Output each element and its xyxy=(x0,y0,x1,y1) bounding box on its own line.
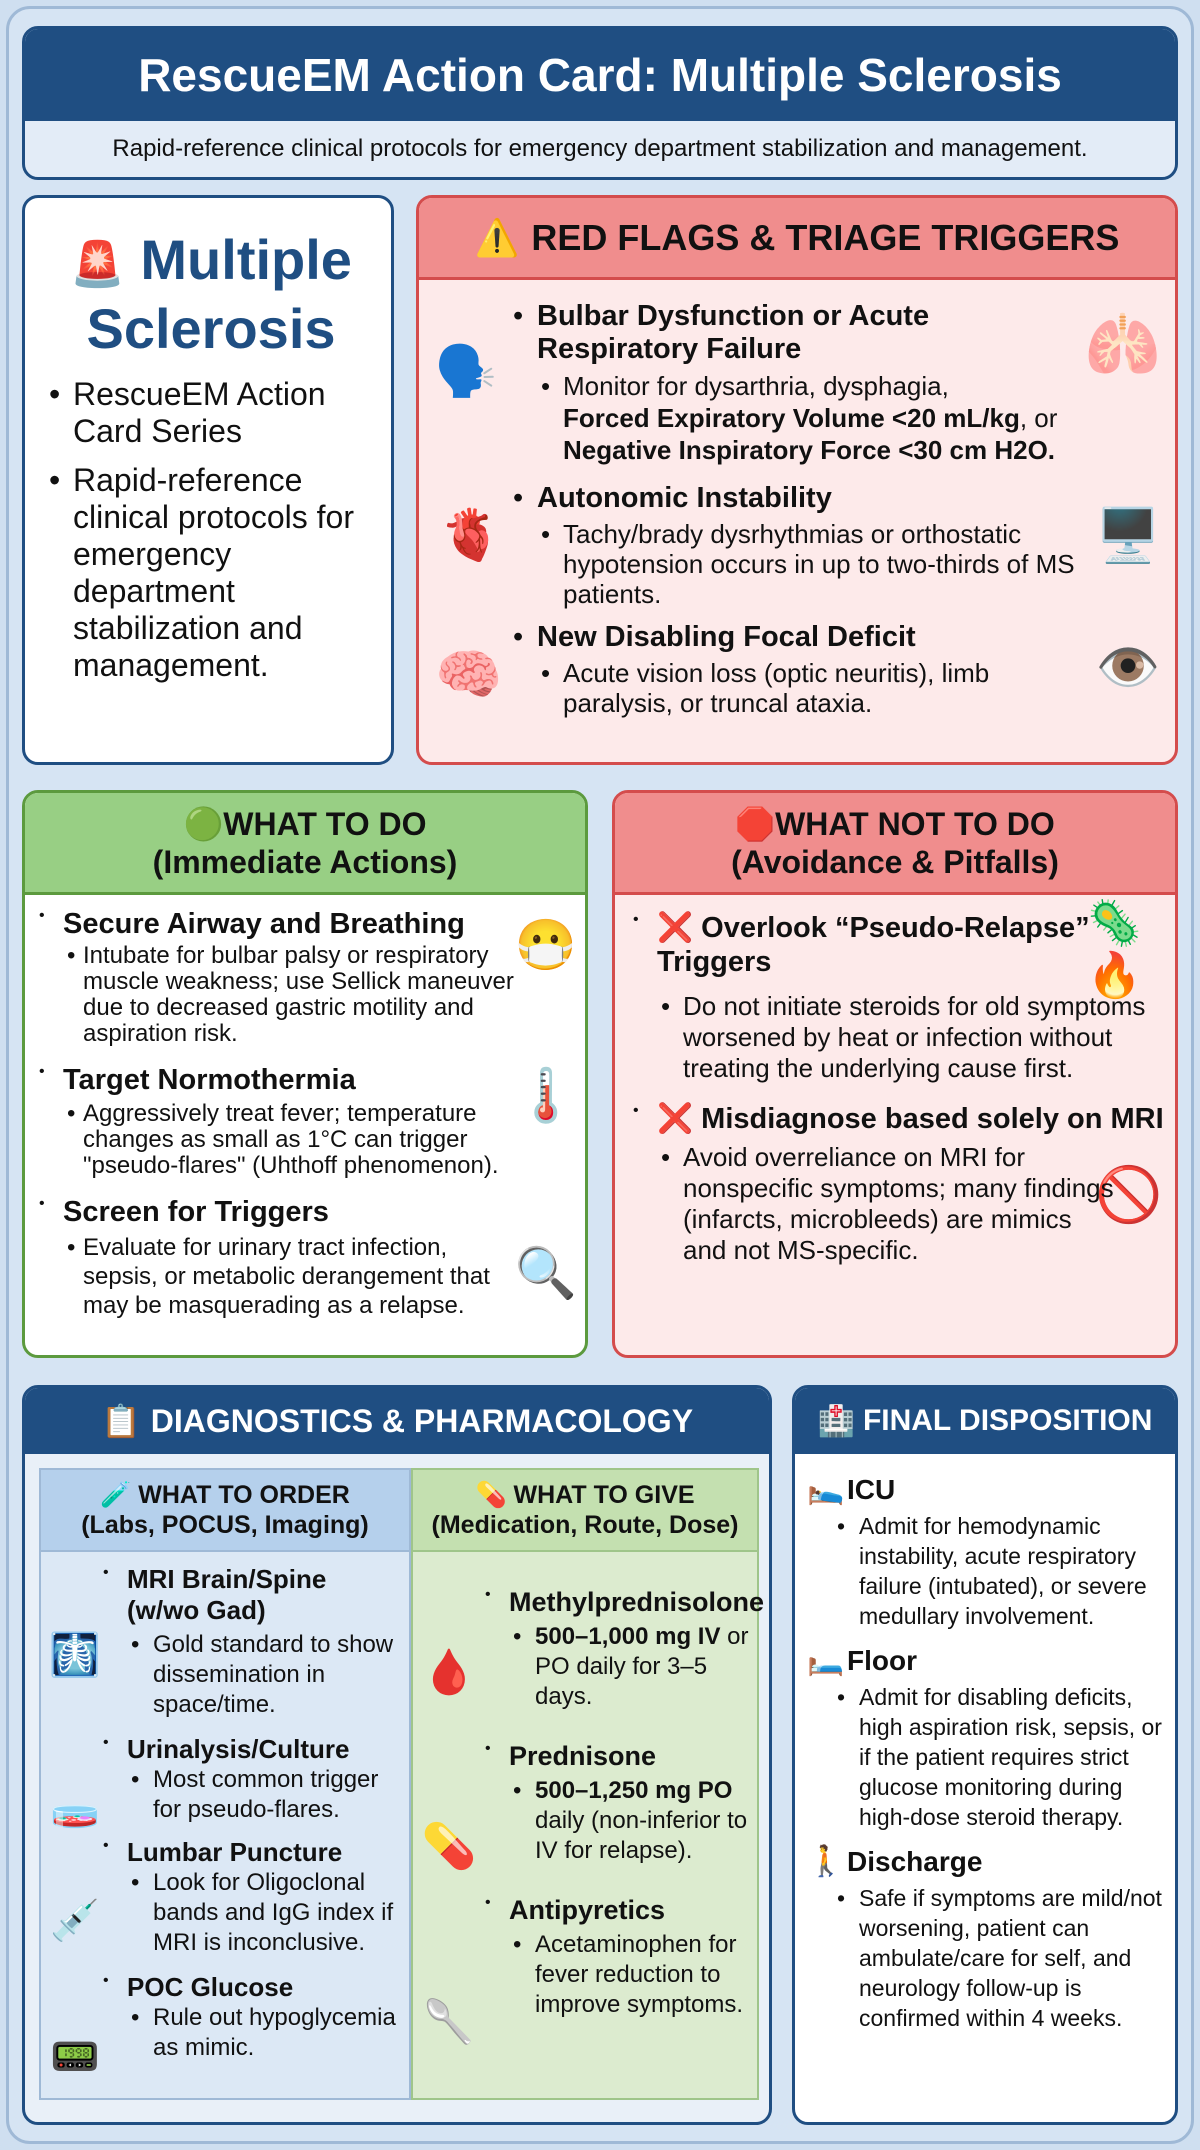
order-item-title: Lumbar Puncture xyxy=(127,1837,343,1867)
order-subtitle: (Labs, POCUS, Imaging) xyxy=(81,1511,369,1539)
disposition-item xyxy=(807,1643,1171,1832)
order-item-detail: • Rule out hypoglycemia as mimic. xyxy=(127,2003,397,2063)
red-flag-detail: • Monitor for dysarthria, dysphagia, Forced Expiratory Volume <20 mL/kg, or Negative Inspiratory Force <30 cm H2O. xyxy=(537,370,1137,466)
red-flag-title: Bulbar Dysfunction or Acute Respiratory Failure xyxy=(537,300,930,365)
x-mark-icon: ❌ xyxy=(657,912,694,944)
todo-item-detail: • Intubate for bulbar palsy or respiratory muscle weakness; use Sellick maneuver due to decreased gastric motility and aspiration risk. xyxy=(63,943,517,1047)
no-mri-icon: 🚫 xyxy=(1095,1164,1163,1225)
not-todo-title: WHAT NOT TO DO xyxy=(775,805,1055,842)
intro-title-line1: Multiple xyxy=(140,228,352,291)
needle-icon: 💉 xyxy=(50,1898,100,1943)
todo-item-title: Target Normothermia xyxy=(63,1064,356,1096)
give-subtitle: (Medication, Route, Dose) xyxy=(431,1511,739,1539)
order-item-title: POC Glucose xyxy=(127,1972,294,2002)
hospital-bed-icon: 🛏️ xyxy=(807,1644,845,1677)
page-title: RescueEM Action Card: Multiple Sclerosis xyxy=(25,29,1175,121)
disposition-item-title: Floor xyxy=(847,1644,917,1676)
not-todo-item-detail: • Do not initiate steroids for old symptoms worsened by heat or infection without treating the underlying cause first. xyxy=(657,991,1177,1084)
disposition-header xyxy=(795,1388,1175,1454)
brain-icon: 🧠 xyxy=(435,644,503,705)
todo-item xyxy=(37,1063,517,1179)
order-item xyxy=(101,1837,401,1958)
disposition-item-detail: • Admit for disabling deficits, high aspiration risk, sepsis, or if the patient requires strict glucose monitoring during high-dose steroid therapy. xyxy=(833,1682,1171,1832)
red-flag-item xyxy=(511,482,1091,609)
iv-bag-icon: 🩸 xyxy=(421,1648,477,1697)
order-item-detail: • Look for Oligoclonal bands and IgG index if MRI is inconclusive. xyxy=(127,1868,397,1958)
give-item-dose: 500–1,250 mg PO xyxy=(535,1777,733,1804)
glucometer-icon: 📟 xyxy=(50,2034,100,2079)
walking-person-icon: 🚶 xyxy=(807,1845,845,1878)
order-title: WHAT TO ORDER xyxy=(138,1481,350,1509)
give-column xyxy=(411,1468,765,2100)
give-item-title: Prednisone xyxy=(509,1741,657,1771)
intro-title-line2: Sclerosis xyxy=(86,297,336,360)
order-item xyxy=(101,1972,401,2063)
give-item-dose: 500–1,000 mg IV xyxy=(535,1623,721,1650)
intro-bullet: • Rapid-reference clinical protocols for emergency department stabilization and management. xyxy=(47,462,377,684)
disposition-panel xyxy=(792,1385,1178,2125)
medicine-spoon-icon: 🥄 xyxy=(422,1997,476,2045)
order-item xyxy=(101,1564,401,1720)
clipboard-icon: 📋 xyxy=(100,1403,141,1439)
not-todo-item-title: Overlook “Pseudo-Relapse” Triggers xyxy=(657,912,1090,978)
stop-icon: 🛑 xyxy=(735,805,776,842)
test-tube-icon: 🧪 xyxy=(100,1481,132,1509)
diagnostics-panel xyxy=(22,1385,772,2125)
order-item xyxy=(101,1734,401,1825)
red-flags-header xyxy=(419,198,1175,280)
magnifier-icon: 🔍 xyxy=(514,1244,578,1301)
todo-panel xyxy=(22,790,588,1358)
give-item xyxy=(483,1740,753,1866)
red-flag-detail: • Tachy/brady dysrhythmias or orthostatic hypotension occurs in up to two-thirds of MS patients. xyxy=(537,519,1077,609)
header-panel xyxy=(22,26,1178,180)
icu-bed-icon: 🛌 xyxy=(807,1473,845,1506)
hospital-icon: 🏥 xyxy=(817,1404,855,1438)
eye-icon: 👁️ xyxy=(1095,638,1161,697)
give-item-detail: • 500–1,250 mg PO daily (non-inferior to IV for relapse). xyxy=(509,1776,753,1866)
warning-icon: ⚠️ xyxy=(474,216,520,258)
not-todo-item xyxy=(631,1102,1164,1266)
todo-item xyxy=(37,907,517,1047)
todo-subtitle: (Immediate Actions) xyxy=(152,843,458,880)
not-todo-item-detail: • Avoid overreliance on MRI for nonspecific symptoms; many findings (infarcts, microbleeds) are mimics and not MS-specific. xyxy=(657,1142,1117,1266)
not-todo-item-title: Misdiagnose based solely on MRI xyxy=(701,1103,1164,1135)
heart-icon: 🫀 xyxy=(439,506,503,563)
diagnostics-title: DIAGNOSTICS & PHARMACOLOGY xyxy=(150,1402,694,1439)
mri-scanner-icon: 🩻 xyxy=(48,1630,102,1678)
todo-item-detail: • Evaluate for urinary tract infection, sepsis, or metabolic derangement that may be masquerading as a relapse. xyxy=(63,1233,517,1320)
red-flag-title: New Disabling Focal Deficit xyxy=(537,621,916,653)
give-item-detail: • Acetaminophen for fever reduction to improve symptoms. xyxy=(509,1930,753,2020)
diagnostics-header xyxy=(25,1388,769,1454)
disposition-title: FINAL DISPOSITION xyxy=(862,1404,1153,1437)
give-item xyxy=(483,1894,753,2020)
not-todo-panel xyxy=(612,790,1178,1358)
give-item-title: Methylprednisolone xyxy=(509,1587,765,1617)
order-item-detail: • Gold standard to show dissemination in space/time. xyxy=(127,1630,407,1720)
red-flag-item xyxy=(511,300,1091,466)
give-item xyxy=(483,1586,765,1712)
red-flag-detail: • Acute vision loss (optic neuritis), limb paralysis, or truncal ataxia. xyxy=(537,658,1027,718)
order-item-title: Urinalysis/Culture xyxy=(127,1734,350,1764)
virus-flame-icon: 🦠🔥 xyxy=(1087,899,1142,1000)
urine-cup-icon: 🧫 xyxy=(50,1784,100,1829)
order-column xyxy=(39,1468,411,2100)
disposition-item-title: ICU xyxy=(847,1473,896,1505)
give-item-detail: • 500–1,000 mg IV or PO daily for 3–5 days. xyxy=(509,1622,753,1712)
order-item-detail: • Most common trigger for pseudo-flares. xyxy=(127,1765,397,1825)
disposition-item-detail: • Safe if symptoms are mild/not worsening, patient can ambulate/care for self, and neurology follow-up is confirmed within 4 weeks. xyxy=(833,1883,1171,2033)
todo-item-detail: • Aggressively treat fever; temperature changes as small as 1°C can trigger "pseudo-flares" (Uhthoff phenomenon). xyxy=(63,1101,517,1179)
lungs-icon: 🫁 xyxy=(1084,310,1162,380)
order-item-title: • MRI Brain/Spine (w/wo Gad) xyxy=(127,1564,327,1625)
disposition-item-title: Discharge xyxy=(847,1845,983,1877)
todo-title: WHAT TO DO xyxy=(223,805,427,842)
disposition-item xyxy=(807,1844,1171,2033)
red-flag-item xyxy=(511,621,1091,718)
pill-bottle-icon: 💊 xyxy=(421,1822,477,1871)
todo-item xyxy=(37,1195,517,1320)
intro-bullet: • RescueEM Action Card Series xyxy=(47,376,377,450)
oxygen-mask-icon: 😷 xyxy=(514,916,578,973)
throat-icon: 🗣️ xyxy=(434,342,498,399)
green-circle-icon: 🟢 xyxy=(183,805,224,842)
heart-monitor-icon: 🖥️ xyxy=(1095,506,1161,565)
red-flags-title: RED FLAGS & TRIAGE TRIGGERS xyxy=(531,216,1120,258)
todo-header xyxy=(25,793,585,895)
red-flags-panel xyxy=(416,195,1178,765)
siren-icon: 🚨 xyxy=(70,240,125,289)
not-todo-header xyxy=(615,793,1175,895)
not-todo-subtitle: (Avoidance & Pitfalls) xyxy=(731,843,1059,880)
not-todo-item xyxy=(631,911,1146,1084)
give-header xyxy=(413,1470,757,1552)
disposition-item xyxy=(807,1472,1171,1631)
intro-panel xyxy=(22,195,394,765)
x-mark-icon: ❌ xyxy=(657,1103,694,1135)
red-flag-title: Autonomic Instability xyxy=(537,482,832,514)
page-subtitle: Rapid-reference clinical protocols for emergency department stabilization and management. xyxy=(112,135,1088,162)
give-item-title: Antipyretics xyxy=(509,1895,666,1925)
todo-item-title: Secure Airway and Breathing xyxy=(63,908,465,940)
pill-icon: 💊 xyxy=(475,1481,507,1509)
todo-item-title: Screen for Triggers xyxy=(63,1196,329,1228)
thermometer-icon: 🌡️ xyxy=(513,1066,579,1125)
order-header xyxy=(41,1470,409,1552)
give-title: WHAT TO GIVE xyxy=(513,1481,695,1509)
disposition-item-detail: • Admit for hemodynamic instability, acute respiratory failure (intubated), or severe medullary involvement. xyxy=(833,1511,1171,1631)
